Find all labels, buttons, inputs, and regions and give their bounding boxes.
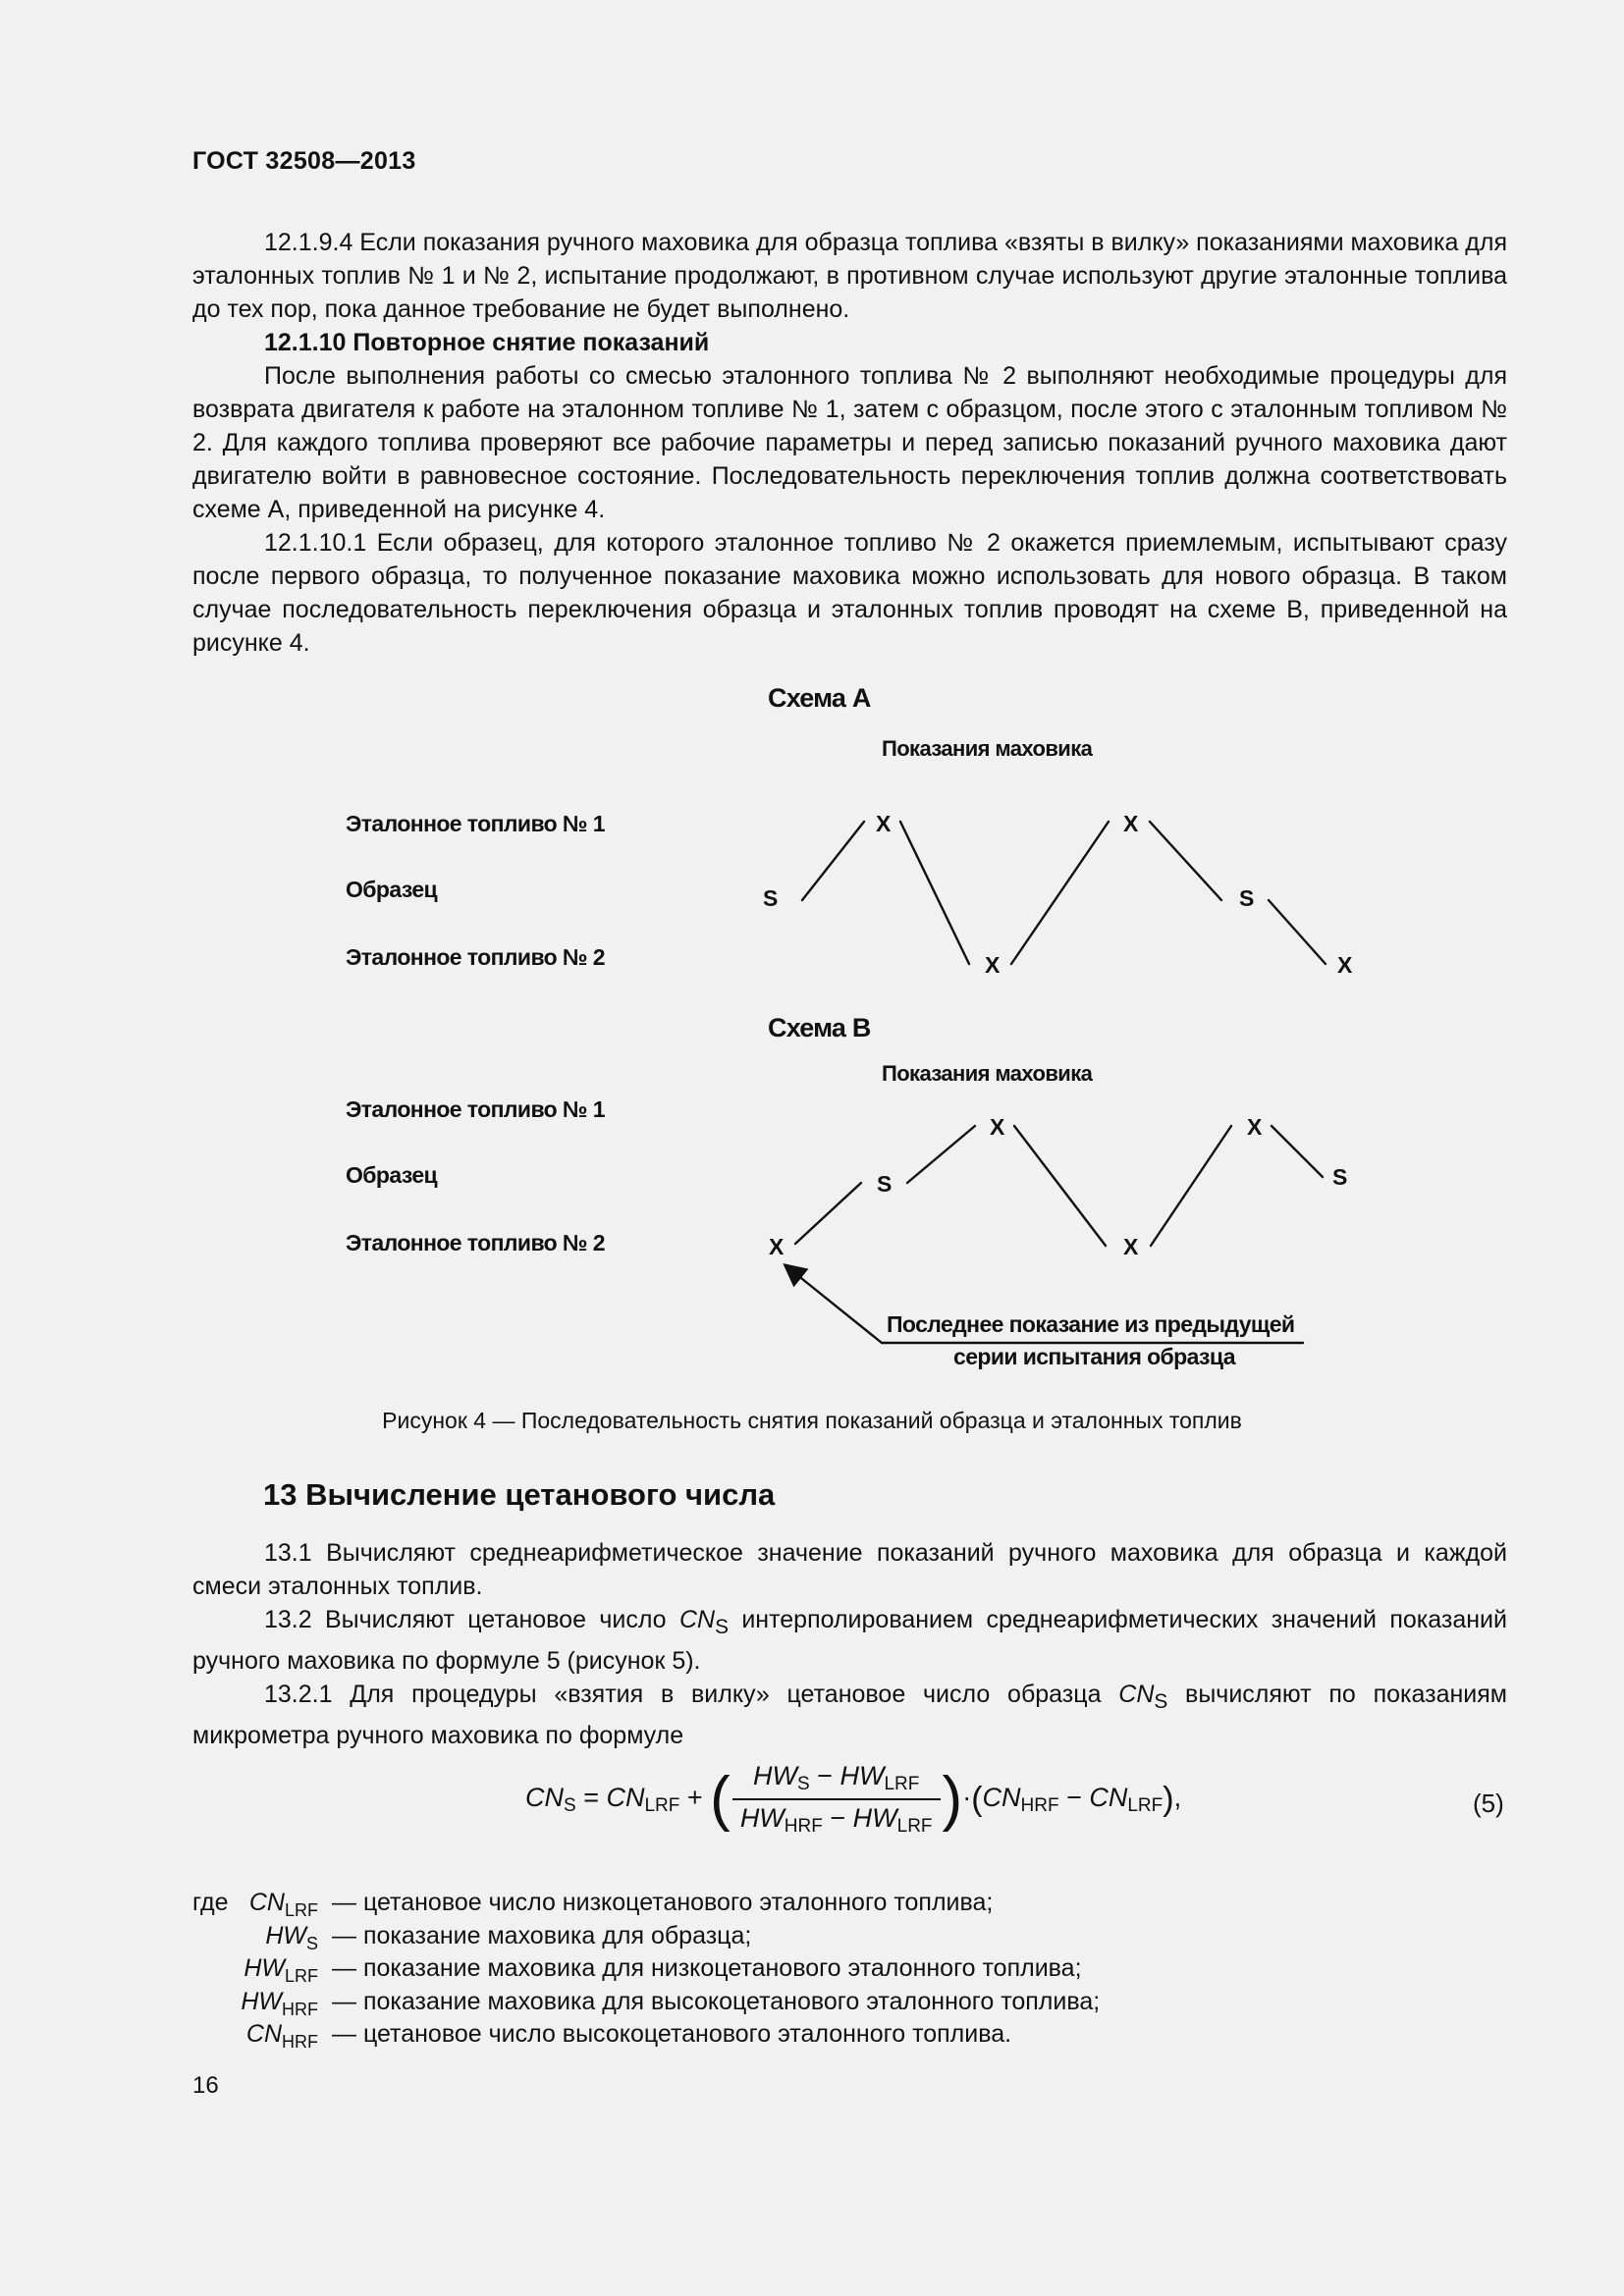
definition-row: $HW_{HRF}$ — показание маховика для высокоцетанового эталонного топлива; [241, 1987, 1101, 2019]
scheme-b-row-ref1: Эталонное топливо № 1 [346, 1096, 605, 1122]
scheme-a-marker: X [1123, 811, 1139, 836]
definition-row: $HW_{LRF}$ — показание маховика для низкоцетанового эталонного топлива; [244, 1954, 1082, 1986]
symbol-definitions [0, 1887, 1624, 2052]
scheme-a-marker: S [763, 885, 779, 911]
scheme-a-marker: S [1239, 885, 1255, 911]
definition-row: $CN_{HRF}$ — цетановое число высокоцетанового эталонного топлива. [245, 2020, 1012, 2052]
section-13-heading: 13 Вычисление цетанового числа [263, 1477, 776, 1512]
scheme-b-row-sample: Образец [346, 1162, 438, 1188]
scheme-b-marker: S [877, 1171, 893, 1197]
scheme-a-line [1150, 822, 1221, 900]
paragraph-12-1-10: После выполнения работы со смесью эталонного топлива № 2 выполняют необходимые процедуры для возврата двигателя к работе на эталонном топливе № 1, затем с образцом, после этого с эталонным топливом № 2. Для каждого топлива проверяют все рабочие параметры и перед записью показаний ручного маховика дают двигателю войти в равновесное состояние. Последовательность переключения топлив должна соответствовать схеме А, приведенной на рисунке 4. [192, 362, 1507, 523]
scheme-a-marker: X [876, 811, 892, 836]
scheme-b-marker: X [990, 1114, 1005, 1140]
scheme-a-line [802, 822, 864, 900]
figure-caption: Рисунок 4 — Последовательность снятия показаний образца и эталонных топлив [382, 1408, 1242, 1433]
scheme-b-marker: X [1247, 1114, 1263, 1140]
scheme-a-line [900, 822, 969, 964]
scheme-a-row-sample: Образец [346, 877, 438, 902]
scheme-b-marker: X [769, 1234, 785, 1259]
note-line-1: Последнее показание из предыдущей [887, 1311, 1295, 1337]
scheme-a-line [1011, 822, 1109, 964]
scheme-b-line [795, 1183, 861, 1244]
scheme-a-row-ref2: Эталонное топливо № 2 [346, 944, 605, 970]
scheme-a-subtitle: Показания маховика [882, 736, 1093, 761]
scheme-b-line [1014, 1126, 1106, 1246]
document-header: ГОСТ 32508—2013 [192, 147, 416, 175]
formula-5: $CN_S = CN_{LRF}$ + ( $\frac{HW_S - HW_{LRF}}{HW_{HRF} - HW_{LRF}}$ )$\cdot(CN_{HRF} - CN_{LRF})$, [525, 1761, 1182, 1837]
paragraph-12-1-9-4: 12.1.9.4 Если показания ручного маховика для образца топлива «взяты в вилку» показаниями маховика для эталонных топлив № 1 и № 2, испытание продолжают, в противном случае используют другие эталонные топлива до тех пор, пока данное требование не будет выполнено. [192, 229, 1508, 323]
scheme-b-row-ref2: Эталонное топливо № 2 [346, 1230, 605, 1255]
equation-number: (5) [1473, 1789, 1504, 1818]
page-number: 16 [192, 2072, 219, 2099]
scheme-b-title: Схема В [768, 1013, 871, 1042]
scheme-b-subtitle: Показания маховика [882, 1061, 1093, 1086]
where-word: где [192, 1889, 229, 1916]
paragraph-13-2-1: 13.2.1 Для процедуры «взятия в вилку» цетановое число образца $CN_S$ вычисляют по показаниям микрометра ручного маховика по формуле [192, 1681, 1507, 1749]
scheme-b-line [1151, 1126, 1231, 1246]
paragraph-13-1: 13.1 Вычисляют среднеарифметическое значение показаний ручного маховика для образца и каждой смеси эталонных топлив. [192, 1539, 1507, 1600]
scheme-b-marker: X [1123, 1234, 1139, 1259]
subheading-12-1-10: 12.1.10 Повторное снятие показаний [264, 329, 710, 356]
scheme-a-row-ref1: Эталонное топливо № 1 [346, 811, 605, 836]
scheme-a-title: Схема А [768, 683, 871, 713]
definition-row: где $CN_{LRF}$ — цетановое число низкоцетанового эталонного топлива; [192, 1889, 994, 1920]
scheme-a-marker: X [1337, 952, 1353, 978]
paragraph-13-2: 13.2 Вычисляют цетановое число $CN_S$ интерполированием среднеарифметических значений показаний ручного маховика по формуле 5 (рисунок 5). [192, 1606, 1507, 1675]
scheme-a-marker: X [985, 952, 1001, 978]
scheme-b-line [907, 1126, 975, 1183]
scheme-b-marker: S [1332, 1164, 1348, 1190]
paragraph-12-1-10-1: 12.1.10.1 Если образец, для которого эталонное топливо № 2 окажется приемлемым, испытывают сразу после первого образца, то полученное показание маховика можно использовать для нового образца. В таком случае последовательность переключения образца и эталонных топлив проводят на схеме В, приведенной на рисунке 4. [192, 529, 1507, 657]
scheme-a-line [1269, 900, 1326, 964]
definition-row: $HW_S$ — показание маховика для образца; [265, 1921, 752, 1953]
note-line-2: серии испытания образца [953, 1344, 1235, 1369]
note-arrow [786, 1266, 882, 1343]
text-block-section-13 [192, 1536, 1507, 1752]
scheme-b-line [1272, 1126, 1323, 1177]
